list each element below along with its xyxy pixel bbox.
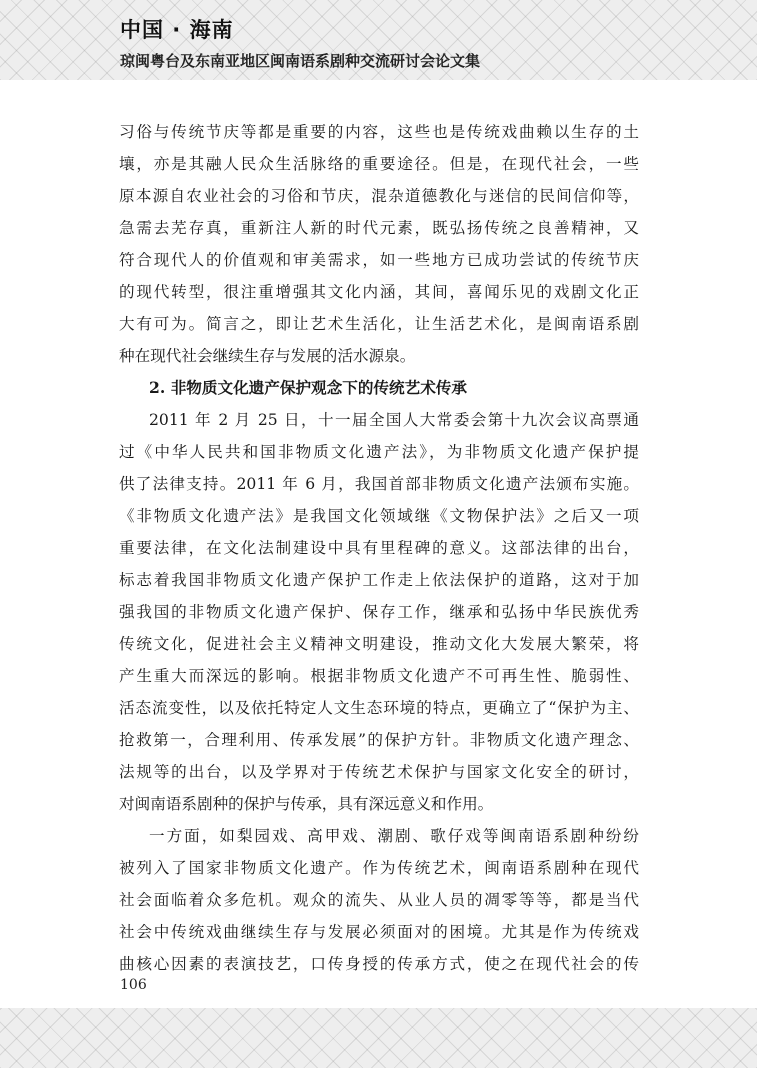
text-line: 习俗与传统节庆等都是重要的内容，这些也是传统戏曲赖以生存的土 [119,123,639,141]
header-band [0,0,757,80]
text-line: 种在现代社会继续生存与发展的活水源泉。 [119,347,416,365]
text-line: 标志着我国非物质文化遗产保护工作走上依法保护的道路，这对于加 [119,571,639,589]
text-line: 一方面，如梨园戏、高甲戏、潮剧、歌仔戏等闽南语系剧种纷纷 [149,827,639,845]
text-line: 急需去芜存真，重新注人新的时代元素，既弘扬传统之良善精神，又 [119,219,639,237]
text-line: 产生重大而深远的影响。根据非物质文化遗产不可再生性、脆弱性、 [119,667,639,685]
body-text [119,116,639,980]
text-line: 供了法律支持。2011 年 6 月，我国首部非物质文化遗产法颁布实施。 [119,475,639,493]
page-number: 106 [120,977,147,993]
text-line: 被列入了国家非物质文化遗产。作为传统艺术，闽南语系剧种在现代 [119,859,639,877]
footer-band [0,1008,757,1068]
text-line: 原本源自农业社会的习俗和节庆，混杂道德教化与迷信的民间信仰等， [119,187,639,205]
text-line: 2011 年 2 月 25 日，十一届全国人大常委会第十九次会议高票通 [149,411,639,429]
text-line: 《非物质文化遗产法》是我国文化领域继《文物保护法》之后又一项 [119,507,639,525]
text-line: 大有可为。简言之，即让艺术生活化，让生活艺术化，是闽南语系剧 [119,315,639,333]
book-subtitle: 琼闽粤台及东南亚地区闽南语系剧种交流研讨会论文集 [120,52,481,70]
book-title: 中国 · 海南 [120,18,234,42]
text-line: 符合现代人的价值观和审美需求，如一些地方已成功尝试的传统节庆 [119,251,639,269]
text-line: 抢救第一，合理利用、传承发展”的保护方针。非物质文化遗产理念、 [119,731,639,749]
text-line: 传统文化，促进社会主义精神文明建设，推动文化大发展大繁荣，将 [119,635,639,653]
text-line: 对闽南语系剧种的保护与传承，具有深远意义和作用。 [119,795,494,813]
text-line: 活态流变性，以及依托特定人文生态环境的特点，更确立了“保护为主、 [119,699,639,717]
text-line: 的现代转型，很注重增强其文化内涵，其间，喜闻乐见的戏剧文化正 [119,283,639,301]
text-line: 壤，亦是其融人民众生活脉络的重要途径。但是，在现代社会，一些 [119,155,639,173]
text-line: 过《中华人民共和国非物质文化遗产法》，为非物质文化遗产保护提 [119,443,639,461]
text-line: 社会面临着众多危机。观众的流失、从业人员的凋零等等，都是当代 [119,891,639,909]
text-line: 重要法律，在文化法制建设中具有里程碑的意义。这部法律的出台， [119,539,639,557]
section-heading: 2. 非物质文化遗产保护观念下的传统艺术传承 [149,378,467,397]
text-line: 曲核心因素的表演技艺，口传身授的传承方式，使之在现代社会的传 [119,955,639,973]
text-line: 社会中传统戏曲继续生存与发展必须面对的困境。尤其是作为传统戏 [119,923,639,941]
text-line: 法规等的出台，以及学界对于传统艺术保护与国家文化安全的研讨， [119,763,639,781]
text-line: 强我国的非物质文化遗产保护、保存工作，继承和弘扬中华民族优秀 [119,603,639,621]
